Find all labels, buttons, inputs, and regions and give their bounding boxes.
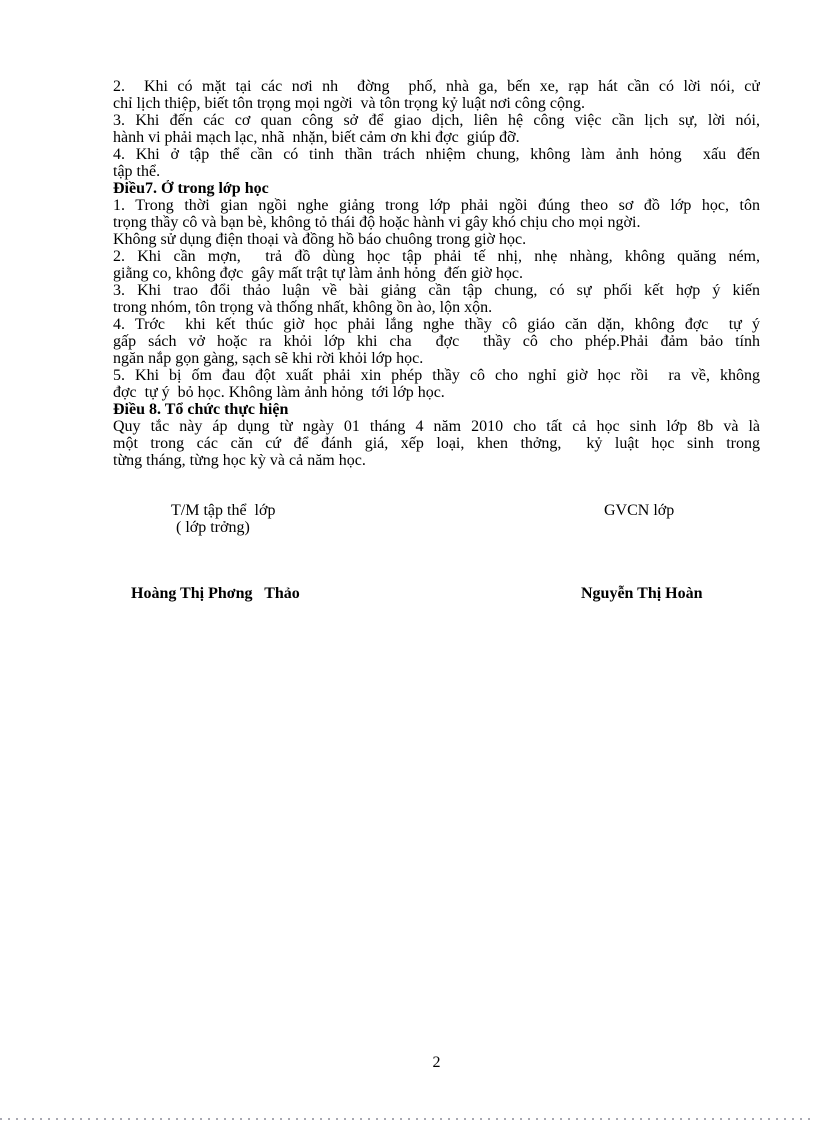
body-line: 2. Khi có mặt tại các nơi nh đờng phố, nhà ga, bến xe, rạp hát cần có lời nói, cử bbox=[113, 78, 760, 95]
body-line: một trong các căn cứ để đánh giá, xếp loại, khen thởng, kỷ luật học sinh trong bbox=[113, 435, 760, 452]
body-line: trọng thầy cô và bạn bè, không tỏ thái độ hoặc hành vi gây khó chịu cho mọi ngời. bbox=[113, 214, 641, 231]
body-line: 1. Trong thời gian ngồi nghe giảng trong lớp phải ngồi đúng theo sơ đồ lớp học, tôn bbox=[113, 197, 760, 214]
body-line: ngăn nắp gọn gàng, sạch sẽ khi rời khỏi lớp học. bbox=[113, 350, 424, 367]
signature-left-title: T/M tập thể lớp bbox=[171, 502, 276, 519]
section-heading: Điều7. Ở trong lớp học bbox=[113, 180, 269, 197]
signature-right-name: Nguyễn Thị Hoàn bbox=[581, 585, 703, 602]
body-line: Quy tắc này áp dụng từ ngày 01 tháng 4 năm 2010 cho tất cả học sinh lớp 8b và là bbox=[113, 418, 760, 435]
body-line: 5. Khi bị ốm đau đột xuất phải xin phép thầy cô cho nghỉ giờ học rồi ra về, không bbox=[113, 367, 760, 384]
body-line: tập thể. bbox=[113, 163, 161, 180]
body-line: gấp sách vở hoặc ra khỏi lớp khi cha đợc thầy cô cho phép.Phải đảm bảo tính bbox=[113, 333, 760, 350]
signature-left-name: Hoàng Thị Phơng Thảo bbox=[131, 585, 300, 602]
body-line: 2. Khi cần mợn, trả đồ dùng học tập phải tế nhị, nhẹ nhàng, không quăng ném, bbox=[113, 248, 760, 265]
document-body bbox=[113, 78, 760, 469]
body-line: 3. Khi trao đổi thảo luận về bài giảng cần tập chung, có sự phối kết hợp ý kiến bbox=[113, 282, 760, 299]
body-line: 4. Trớc khi kết thúc giờ học phải lắng nghe thầy cô giáo căn dặn, không đợc tự ý bbox=[113, 316, 760, 333]
body-line: giằng co, không đợc gây mất trật tự làm ảnh hỏng đến giờ học. bbox=[113, 265, 523, 282]
page-break-marker bbox=[0, 1118, 816, 1120]
body-line: 3. Khi đến các cơ quan công sở để giao dịch, liên hệ công việc cần lịch sự, lời nói, bbox=[113, 112, 760, 129]
body-line: trong nhóm, tôn trọng và thống nhất, không ồn ào, lộn xộn. bbox=[113, 299, 493, 316]
body-line: đợc tự ý bỏ học. Không làm ảnh hỏng tới lớp học. bbox=[113, 384, 445, 401]
signature-left-subtitle: ( lớp trởng) bbox=[176, 519, 250, 536]
body-line: Không sử dụng điện thoại và đồng hồ báo chuông trong giờ học. bbox=[113, 231, 527, 248]
body-line: chỉ lịch thiệp, biết tôn trọng mọi ngời và tôn trọng kỷ luật nơi công cộng. bbox=[113, 95, 585, 112]
body-line: hành vi phải mạch lạc, nhã nhặn, biết cảm ơn khi đợc giúp đỡ. bbox=[113, 129, 520, 146]
page-number: 2 bbox=[432, 1054, 441, 1071]
section-heading: Điều 8. Tổ chức thực hiện bbox=[113, 401, 289, 418]
body-line: 4. Khi ở tập thể cần có tinh thần trách nhiệm chung, không làm ảnh hỏng xấu đến bbox=[113, 146, 760, 163]
body-line: từng tháng, từng học kỳ và cả năm học. bbox=[113, 452, 366, 469]
signature-right-title: GVCN lớp bbox=[604, 502, 675, 519]
